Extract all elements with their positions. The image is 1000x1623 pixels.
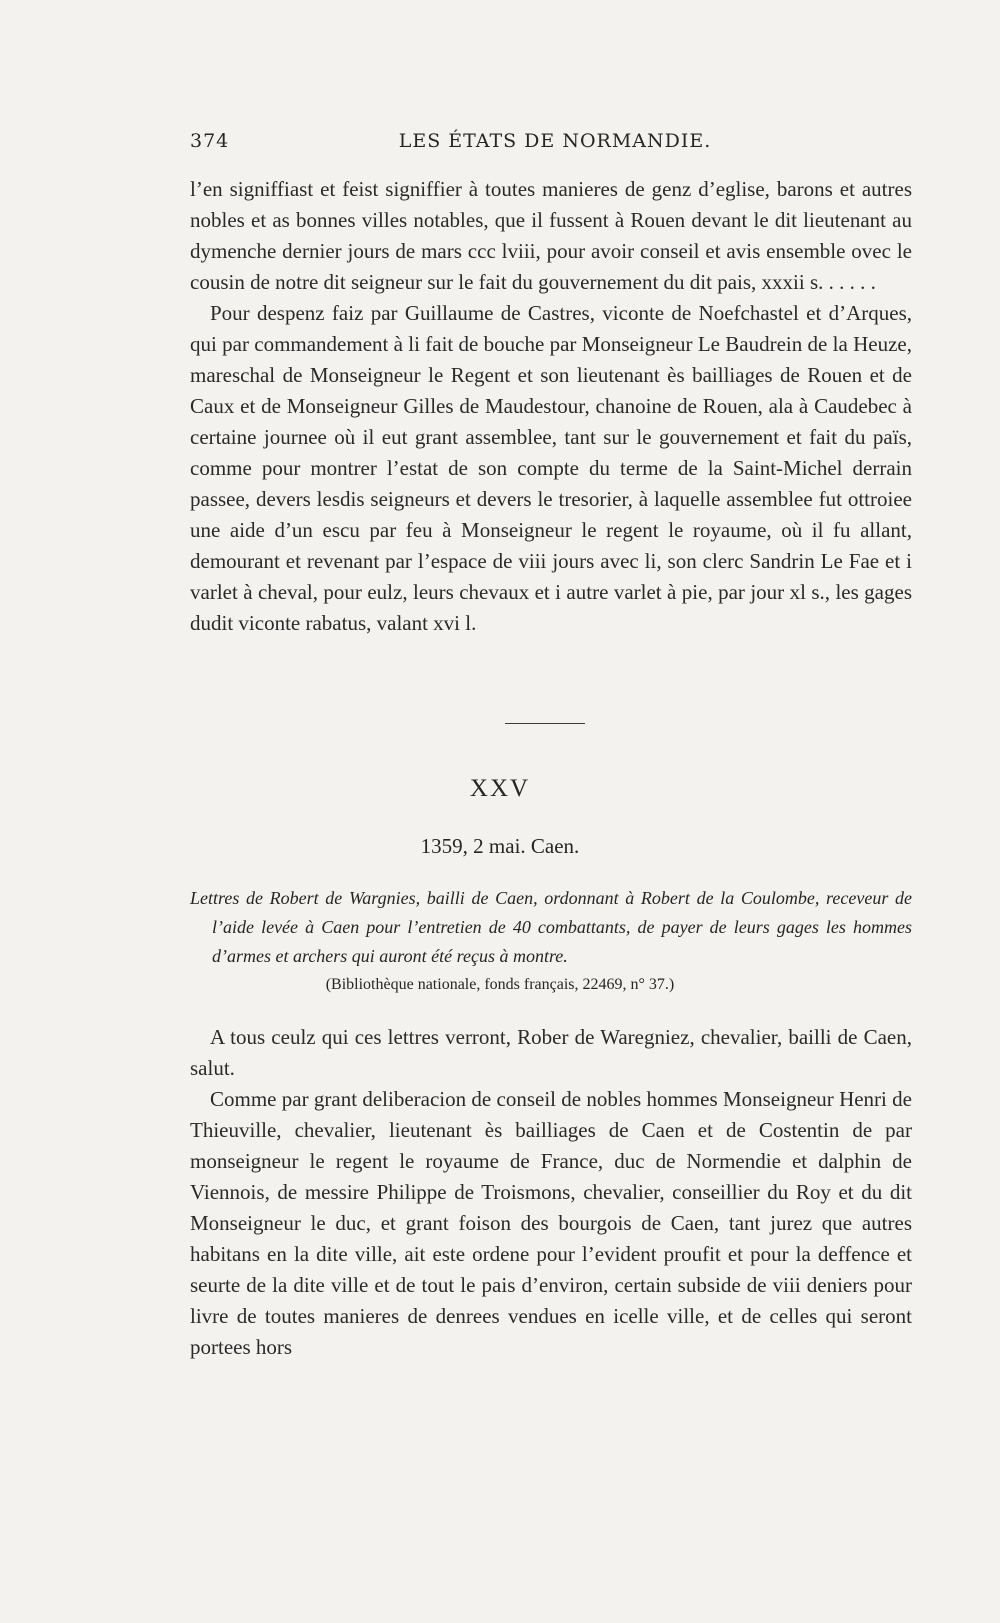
page-number: 374 (190, 130, 230, 152)
document-number: XXV (469, 775, 531, 802)
letter-body-paragraph: Comme par grant deliberacion de conseil de nobles hommes Monseigneur Henri de Thieuville, chevalier, lieutenant ès bailliages de Caen et de Costentin de par monseigneur le regent le royaume de France, duc de Normendie et dalphin de Viennois, de messire Philippe de Troismons, chevalier, conseillier du Roy et du dit Monseigneur le duc, et grant foison des bourgois de Caen, tant jurez que autres habitans en la dite ville, ait este ordene pour l’evident proufit et pour la deffence et seurte de la dite ville et de tout le pais d’environ, certain subside de viii deniers pour livre de toutes manieres de denrees vendues en icelle ville, et de celles qui seront portees hors (190, 1087, 912, 1359)
account-paragraph-continued: l’en signiffiast et feist signiffier à toutes manieres de genz d’eglise, barons et autres nobles et as bonnes villes notables, que il fussent à Rouen devant le dit lieutenant au dymenche dernier jours de mars ccc lviii, pour avoir conseil et avis ensemble ovec le cousin de notre dit seigneur sur le fait du gouvernement du dit pais, xxxii s. . . . . . (190, 177, 912, 294)
account-paragraph-castres: Pour despenz faiz par Guillaume de Castres, viconte de Noefchastel et d’Arques, qui par commandement à li fait de bouche par Monseigneur Le Baudrein de la Heuze, mareschal de Monseigneur le Regent et son lieutenant ès bailliages de Rouen et de Caux et de Monseigneur Gilles de Maudestour, chanoine de Rouen, ala à Caudebec à certaine journee où il eut grant assemblee, tant sur le gouvernement et fait du païs, comme pour montrer l’estat de son compte du terme de la Saint-Michel derrain passee, devers lesdis seigneurs et devers le tresorier, à laquelle assemblee fut ottroiee une aide d’un escu par feu à Monseigneur le regent le royaume, où il fu allant, demourant et revenant par l’espace de viii jours avec li, son clerc Sandrin Le Fae et i varlet à cheval, pour eulz, leurs chevaux et i autre varlet à pie, par jour xl s., les gages dudit viconte rabatus, valant xvi l. (190, 301, 912, 635)
letter-text (190, 1022, 912, 1363)
running-title: LES ÉTATS DE NORMANDIE. (398, 130, 712, 152)
document-source: (Bibliothèque nationale, fonds français, 22469, n° 37.) (325, 976, 675, 993)
document-summary (190, 884, 912, 971)
document-date: 1359, 2 mai. Caen. (420, 834, 580, 858)
letter-salutation: A tous ceulz qui ces lettres verront, Rober de Waregniez, chevalier, bailli de Caen, salut. (190, 1025, 912, 1080)
running-head (190, 130, 920, 160)
document-summary-text: Lettres de Robert de Wargnies, bailli de Caen, ordonnant à Robert de la Coulombe, receveur de l’aide levée à Caen pour l’entretien de 40 combattants, de payer de leurs gages les hommes d’armes et archers qui auront été reçus à montre. (190, 888, 912, 966)
continued-account-text (190, 174, 912, 639)
section-divider (505, 723, 585, 724)
